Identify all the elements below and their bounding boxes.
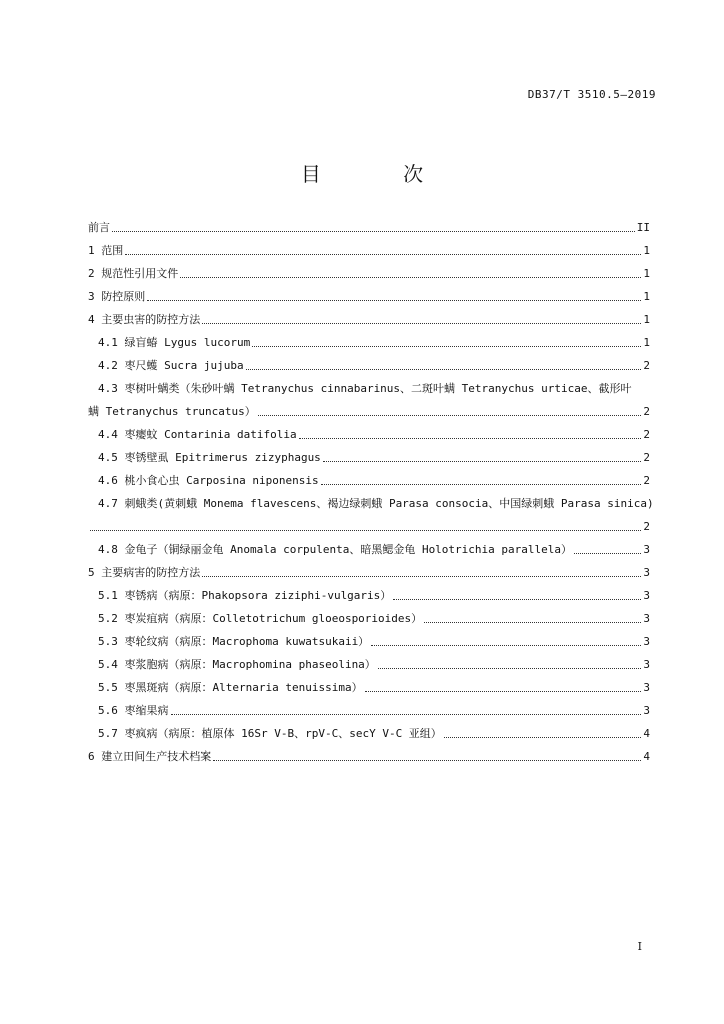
toc-page-number: 2 (643, 405, 650, 418)
toc-leader (574, 545, 641, 554)
toc-entry-foreword[interactable] (88, 216, 650, 239)
toc-page-number: 3 (643, 658, 650, 671)
toc-leader (180, 269, 641, 278)
toc-page-number: 4 (643, 750, 650, 763)
toc-leader (321, 476, 642, 485)
toc-page-number: 1 (643, 290, 650, 303)
toc-entry-label: 5 主要病害的防控方法 (88, 566, 201, 579)
toc-page-number: 3 (643, 589, 650, 602)
toc-entry-1[interactable] (88, 239, 650, 262)
toc-entry-label: 3 防控原则 (88, 290, 146, 303)
toc-page-number: 1 (643, 313, 650, 326)
toc-entry-label: 2 规范性引用文件 (88, 267, 179, 280)
toc-leader (90, 522, 641, 531)
toc-entry-4-7[interactable] (88, 492, 654, 538)
toc-page-number: 3 (643, 543, 650, 556)
toc-leader (213, 752, 641, 761)
toc-entry-4-1[interactable] (88, 331, 650, 354)
toc-entry-5-6[interactable] (88, 699, 650, 722)
toc-page-number: 1 (643, 267, 650, 280)
toc-leader (202, 315, 641, 324)
toc-page-number: 2 (643, 520, 650, 533)
toc-leader (252, 338, 641, 347)
toc-entry-5[interactable] (88, 561, 650, 584)
toc-entry-label: 4.8 金龟子（铜绿丽金龟 Anomala corpulenta、暗黑鳃金龟 Holotrichia parallela） (98, 543, 573, 556)
toc-entry-6[interactable] (88, 745, 650, 768)
toc-leader (323, 453, 642, 462)
toc-leader (147, 292, 641, 301)
toc-entry-label: 4 主要虫害的防控方法 (88, 313, 201, 326)
toc-entry-label-line2: 螨 Tetranychus truncatus） (88, 405, 256, 418)
toc-leader (371, 637, 641, 646)
toc-page-number: 3 (643, 681, 650, 694)
toc-entry-5-7[interactable] (88, 722, 650, 745)
toc-entry-label: 4.2 枣尺蠖 Sucra jujuba (98, 359, 244, 372)
toc-entry-label: 6 建立田间生产技术档案 (88, 750, 212, 763)
toc-page-number: 2 (643, 428, 650, 441)
toc-entry-label: 前言 (88, 221, 110, 234)
toc-page-number: 2 (643, 451, 650, 464)
toc-leader (202, 568, 641, 577)
toc-entry-2[interactable] (88, 262, 650, 285)
toc-leader (365, 683, 642, 692)
toc-page-number: II (636, 221, 650, 234)
toc-entry-label: 1 范围 (88, 244, 124, 257)
toc-entry-4-6[interactable] (88, 469, 650, 492)
table-of-contents (88, 216, 654, 768)
toc-entry-5-2[interactable] (88, 607, 650, 630)
toc-entry-5-4[interactable] (88, 653, 650, 676)
toc-leader (299, 430, 642, 439)
toc-page-number: 3 (643, 704, 650, 717)
toc-entry-4-8[interactable] (88, 538, 650, 561)
toc-leader (112, 223, 635, 232)
toc-entry-continuation (88, 515, 650, 538)
toc-entry-label: 4.6 桃小食心虫 Carposina niponensis (98, 474, 319, 487)
toc-page-number: 3 (643, 612, 650, 625)
toc-entry-5-1[interactable] (88, 584, 650, 607)
toc-entry-3[interactable] (88, 285, 650, 308)
toc-entry-label: 4.5 枣锈壁虱 Epitrimerus zizyphagus (98, 451, 321, 464)
toc-leader (171, 706, 642, 715)
toc-page-number: 1 (643, 244, 650, 257)
page-number-footer: I (637, 940, 642, 953)
toc-leader (393, 591, 641, 600)
toc-entry-label-line1: 4.3 枣树叶螨类（朱砂叶螨 Tetranychus cinnabarinus、二斑叶螨 Tetranychus urticae、截形叶 (98, 382, 632, 395)
toc-entry-continuation (88, 400, 650, 423)
toc-entry-label: 5.7 枣疯病（病原：植原体 16Sr V-B、rpV-C、secY V-C 亚组） (98, 727, 442, 740)
toc-entry-label: 5.6 枣缩果病 (98, 704, 169, 717)
toc-entry-label: 4.4 枣瘿蚊 Contarinia datifolia (98, 428, 297, 441)
toc-entry-label: 5.4 枣浆胞病（病原：Macrophomina phaseolina） (98, 658, 376, 671)
page-title: 目 次 (300, 162, 462, 186)
toc-leader (125, 246, 641, 255)
toc-entry-5-3[interactable] (88, 630, 650, 653)
toc-entry-4[interactable] (88, 308, 650, 331)
toc-entry-5-5[interactable] (88, 676, 650, 699)
toc-leader (246, 361, 642, 370)
toc-entry-4-3[interactable] (88, 377, 650, 423)
toc-entry-4-4[interactable] (88, 423, 650, 446)
toc-page-number: 3 (643, 566, 650, 579)
toc-entry-label-line1: 4.7 刺蛾类(黄刺蛾 Monema flavescens、褐边绿刺蛾 Parasa consocia、中国绿刺蛾 Parasa sinica) (98, 497, 654, 510)
toc-entry-4-2[interactable] (88, 354, 650, 377)
toc-entry-label: 5.3 枣轮纹病（病原：Macrophoma kuwatsukaii） (98, 635, 370, 648)
toc-entry-label: 4.1 绿盲蝽 Lygus lucorum (98, 336, 251, 349)
toc-leader (258, 407, 642, 416)
toc-entry-4-5[interactable] (88, 446, 650, 469)
toc-leader (444, 729, 642, 738)
toc-entry-label: 5.1 枣锈病（病原：Phakopsora ziziphi-vulgaris） (98, 589, 392, 602)
toc-leader (424, 614, 641, 623)
toc-page-number: 4 (643, 727, 650, 740)
toc-page-number: 3 (643, 635, 650, 648)
toc-entry-label: 5.5 枣黑斑病（病原：Alternaria tenuissima） (98, 681, 363, 694)
toc-page-number: 1 (643, 336, 650, 349)
document-number: DB37/T 3510.5—2019 (527, 88, 656, 101)
toc-entry-label: 5.2 枣炭疽病（病原：Colletotrichum gloeosporioides） (98, 612, 423, 625)
toc-page-number: 2 (643, 359, 650, 372)
toc-leader (378, 660, 642, 669)
toc-page-number: 2 (643, 474, 650, 487)
